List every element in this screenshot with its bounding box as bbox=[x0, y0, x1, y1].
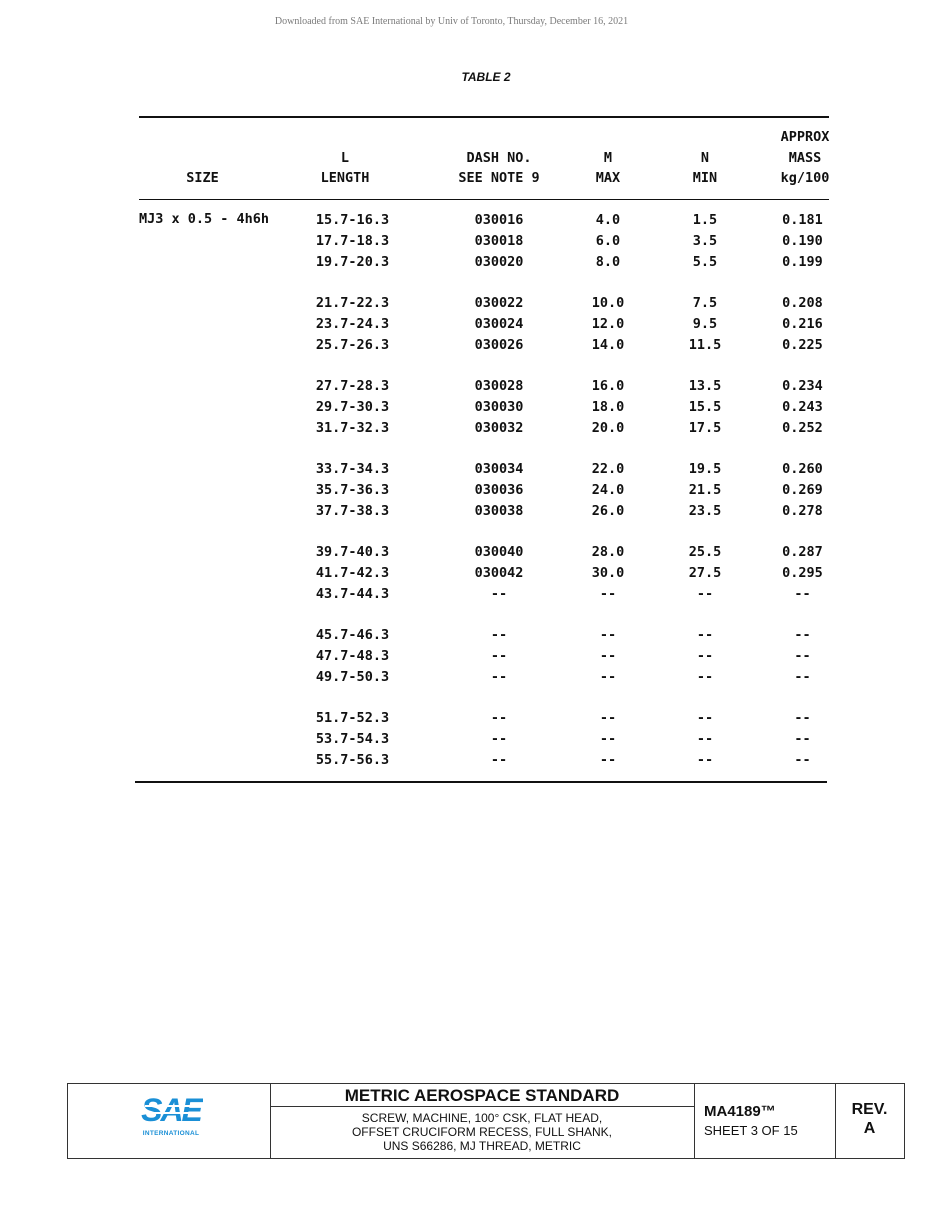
download-note: Downloaded from SAE International by Univ of Toronto, Thursday, December 16, 2021 bbox=[274, 16, 629, 27]
dash-no-cell: -- bbox=[490, 731, 508, 747]
m-max-cell: 16.0 bbox=[591, 378, 625, 394]
revision-label: REV. bbox=[851, 1101, 888, 1118]
length-cell: 39.7-40.3 bbox=[315, 544, 390, 560]
header-dash-no: DASH NO. bbox=[466, 150, 532, 166]
mass-cell: -- bbox=[794, 710, 811, 726]
table-top-rule bbox=[139, 116, 829, 118]
n-min-cell: 13.5 bbox=[688, 378, 722, 394]
mass-cell: 0.190 bbox=[782, 233, 823, 249]
header-length: LENGTH bbox=[320, 170, 370, 186]
table-row bbox=[0, 501, 950, 522]
document-cell bbox=[694, 1084, 836, 1158]
table-row bbox=[0, 459, 950, 480]
sae-logo-text: SAE bbox=[141, 1094, 201, 1124]
dash-no-cell: 030016 bbox=[474, 212, 524, 228]
m-max-cell: -- bbox=[599, 669, 617, 685]
m-max-cell: 6.0 bbox=[595, 233, 621, 249]
revision-cell bbox=[835, 1084, 904, 1158]
table-row bbox=[0, 542, 950, 563]
n-min-cell: 9.5 bbox=[692, 316, 718, 332]
dash-no-cell: -- bbox=[490, 586, 508, 602]
n-min-cell: -- bbox=[696, 648, 714, 664]
m-max-cell: 20.0 bbox=[591, 420, 625, 436]
m-max-cell: -- bbox=[599, 731, 617, 747]
mass-cell: 0.243 bbox=[782, 399, 823, 415]
n-min-cell: 5.5 bbox=[692, 254, 718, 270]
header-mass-unit: kg/100 bbox=[780, 170, 830, 186]
mass-cell: 0.278 bbox=[782, 503, 823, 519]
n-min-cell: 27.5 bbox=[688, 565, 722, 581]
sae-logo-mark bbox=[139, 1094, 203, 1124]
table-row bbox=[0, 646, 950, 667]
table-row bbox=[0, 293, 950, 314]
length-cell: 37.7-38.3 bbox=[315, 503, 390, 519]
length-cell: 15.7-16.3 bbox=[315, 212, 390, 228]
length-cell: 55.7-56.3 bbox=[315, 752, 390, 768]
m-max-cell: -- bbox=[599, 586, 617, 602]
table-row bbox=[0, 667, 950, 688]
n-min-cell: 15.5 bbox=[688, 399, 722, 415]
table-header-rule bbox=[139, 199, 829, 200]
document-number: MA4189™ bbox=[704, 1103, 776, 1120]
part-description-line-3: UNS S66286, MJ THREAD, METRIC bbox=[383, 1139, 581, 1153]
m-max-cell: -- bbox=[599, 627, 617, 643]
table-row bbox=[0, 210, 950, 231]
sae-logo-subtitle: INTERNATIONAL bbox=[142, 1130, 200, 1137]
length-cell: 49.7-50.3 bbox=[315, 669, 390, 685]
m-max-cell: 10.0 bbox=[591, 295, 625, 311]
mass-cell: 0.199 bbox=[782, 254, 823, 270]
n-min-cell: 25.5 bbox=[688, 544, 722, 560]
header-m-max: MAX bbox=[595, 170, 621, 186]
dash-no-cell: 030040 bbox=[474, 544, 524, 560]
n-min-cell: -- bbox=[696, 731, 714, 747]
table-row bbox=[0, 252, 950, 273]
length-cell: 47.7-48.3 bbox=[315, 648, 390, 664]
m-max-cell: 18.0 bbox=[591, 399, 625, 415]
table-row bbox=[0, 625, 950, 646]
m-max-cell: 28.0 bbox=[591, 544, 625, 560]
revision-value: A bbox=[863, 1120, 876, 1137]
mass-cell: 0.208 bbox=[782, 295, 823, 311]
mass-cell: -- bbox=[794, 731, 811, 747]
header-approx: APPROX bbox=[780, 129, 830, 145]
part-description-line-2: OFFSET CRUCIFORM RECESS, FULL SHANK, bbox=[351, 1125, 613, 1139]
dash-no-cell: 030026 bbox=[474, 337, 524, 353]
header-m-symbol: M bbox=[603, 150, 613, 166]
length-cell: 29.7-30.3 bbox=[315, 399, 390, 415]
n-min-cell: -- bbox=[696, 586, 714, 602]
table-row bbox=[0, 335, 950, 356]
table-row bbox=[0, 708, 950, 729]
n-min-cell: -- bbox=[696, 669, 714, 685]
table-row bbox=[0, 418, 950, 439]
dash-no-cell: 030042 bbox=[474, 565, 524, 581]
table-row bbox=[0, 563, 950, 584]
mass-cell: -- bbox=[794, 586, 811, 602]
dash-no-cell: -- bbox=[490, 710, 508, 726]
n-min-cell: 21.5 bbox=[688, 482, 722, 498]
title-cell bbox=[270, 1084, 695, 1158]
table-row bbox=[0, 314, 950, 335]
dash-no-cell: -- bbox=[490, 627, 508, 643]
dash-no-cell: 030028 bbox=[474, 378, 524, 394]
length-cell: 35.7-36.3 bbox=[315, 482, 390, 498]
dash-no-cell: 030024 bbox=[474, 316, 524, 332]
mass-cell: 0.225 bbox=[782, 337, 823, 353]
dash-no-cell: 030022 bbox=[474, 295, 524, 311]
dash-no-cell: -- bbox=[490, 669, 508, 685]
m-max-cell: -- bbox=[599, 648, 617, 664]
table-row bbox=[0, 376, 950, 397]
sae-logo bbox=[136, 1094, 206, 1137]
length-cell: 33.7-34.3 bbox=[315, 461, 390, 477]
header-mass: MASS bbox=[788, 150, 822, 166]
n-min-cell: 23.5 bbox=[688, 503, 722, 519]
dash-no-cell: 030032 bbox=[474, 420, 524, 436]
mass-cell: -- bbox=[794, 627, 811, 643]
n-min-cell: 7.5 bbox=[692, 295, 718, 311]
length-cell: 45.7-46.3 bbox=[315, 627, 390, 643]
length-cell: 25.7-26.3 bbox=[315, 337, 390, 353]
table-row bbox=[0, 480, 950, 501]
m-max-cell: -- bbox=[599, 710, 617, 726]
length-cell: 31.7-32.3 bbox=[315, 420, 390, 436]
m-max-cell: 24.0 bbox=[591, 482, 625, 498]
part-description-line-1: SCREW, MACHINE, 100° CSK, FLAT HEAD, bbox=[361, 1111, 603, 1125]
m-max-cell: 22.0 bbox=[591, 461, 625, 477]
m-max-cell: 26.0 bbox=[591, 503, 625, 519]
length-cell: 43.7-44.3 bbox=[315, 586, 390, 602]
dash-no-cell: 030038 bbox=[474, 503, 524, 519]
mass-cell: 0.252 bbox=[782, 420, 823, 436]
mass-cell: 0.260 bbox=[782, 461, 823, 477]
length-cell: 53.7-54.3 bbox=[315, 731, 390, 747]
n-min-cell: -- bbox=[696, 627, 714, 643]
table-title: TABLE 2 bbox=[461, 70, 511, 84]
standard-title: METRIC AEROSPACE STANDARD bbox=[270, 1084, 694, 1107]
n-min-cell: 19.5 bbox=[688, 461, 722, 477]
n-min-cell: 1.5 bbox=[692, 212, 718, 228]
table-row bbox=[0, 584, 950, 605]
m-max-cell: 12.0 bbox=[591, 316, 625, 332]
header-n-min: MIN bbox=[692, 170, 718, 186]
mass-cell: 0.287 bbox=[782, 544, 823, 560]
n-min-cell: -- bbox=[696, 710, 714, 726]
n-min-cell: -- bbox=[696, 752, 714, 768]
header-see-note: SEE NOTE 9 bbox=[458, 170, 540, 186]
mass-cell: -- bbox=[794, 669, 811, 685]
dash-no-cell: -- bbox=[490, 752, 508, 768]
length-cell: 19.7-20.3 bbox=[315, 254, 390, 270]
n-min-cell: 11.5 bbox=[688, 337, 722, 353]
logo-cell bbox=[68, 1084, 271, 1158]
mass-cell: 0.295 bbox=[782, 565, 823, 581]
mass-cell: -- bbox=[794, 752, 811, 768]
dash-no-cell: 030034 bbox=[474, 461, 524, 477]
size-value: MJ3 x 0.5 - 4h6h bbox=[139, 211, 270, 227]
header-n-symbol: N bbox=[700, 150, 710, 166]
sheet-number: SHEET 3 OF 15 bbox=[704, 1123, 798, 1138]
m-max-cell: 14.0 bbox=[591, 337, 625, 353]
length-cell: 27.7-28.3 bbox=[315, 378, 390, 394]
table-bottom-rule bbox=[135, 781, 827, 783]
header-length-symbol: L bbox=[340, 150, 350, 166]
table-row bbox=[0, 729, 950, 750]
n-min-cell: 17.5 bbox=[688, 420, 722, 436]
mass-cell: 0.216 bbox=[782, 316, 823, 332]
title-block bbox=[67, 1083, 905, 1159]
header-size: SIZE bbox=[186, 170, 219, 186]
length-cell: 51.7-52.3 bbox=[315, 710, 390, 726]
m-max-cell: 30.0 bbox=[591, 565, 625, 581]
n-min-cell: 3.5 bbox=[692, 233, 718, 249]
dash-no-cell: 030018 bbox=[474, 233, 524, 249]
length-cell: 21.7-22.3 bbox=[315, 295, 390, 311]
length-cell: 41.7-42.3 bbox=[315, 565, 390, 581]
length-cell: 17.7-18.3 bbox=[315, 233, 390, 249]
table-row bbox=[0, 231, 950, 252]
m-max-cell: 8.0 bbox=[595, 254, 621, 270]
part-description bbox=[270, 1107, 694, 1153]
table-row bbox=[0, 750, 950, 771]
length-cell: 23.7-24.3 bbox=[315, 316, 390, 332]
m-max-cell: 4.0 bbox=[595, 212, 621, 228]
table-row bbox=[0, 397, 950, 418]
dash-no-cell: 030036 bbox=[474, 482, 524, 498]
dash-no-cell: 030020 bbox=[474, 254, 524, 270]
dash-no-cell: 030030 bbox=[474, 399, 524, 415]
dash-no-cell: -- bbox=[490, 648, 508, 664]
mass-cell: -- bbox=[794, 648, 811, 664]
mass-cell: 0.234 bbox=[782, 378, 823, 394]
mass-cell: 0.269 bbox=[782, 482, 823, 498]
m-max-cell: -- bbox=[599, 752, 617, 768]
mass-cell: 0.181 bbox=[782, 212, 823, 228]
